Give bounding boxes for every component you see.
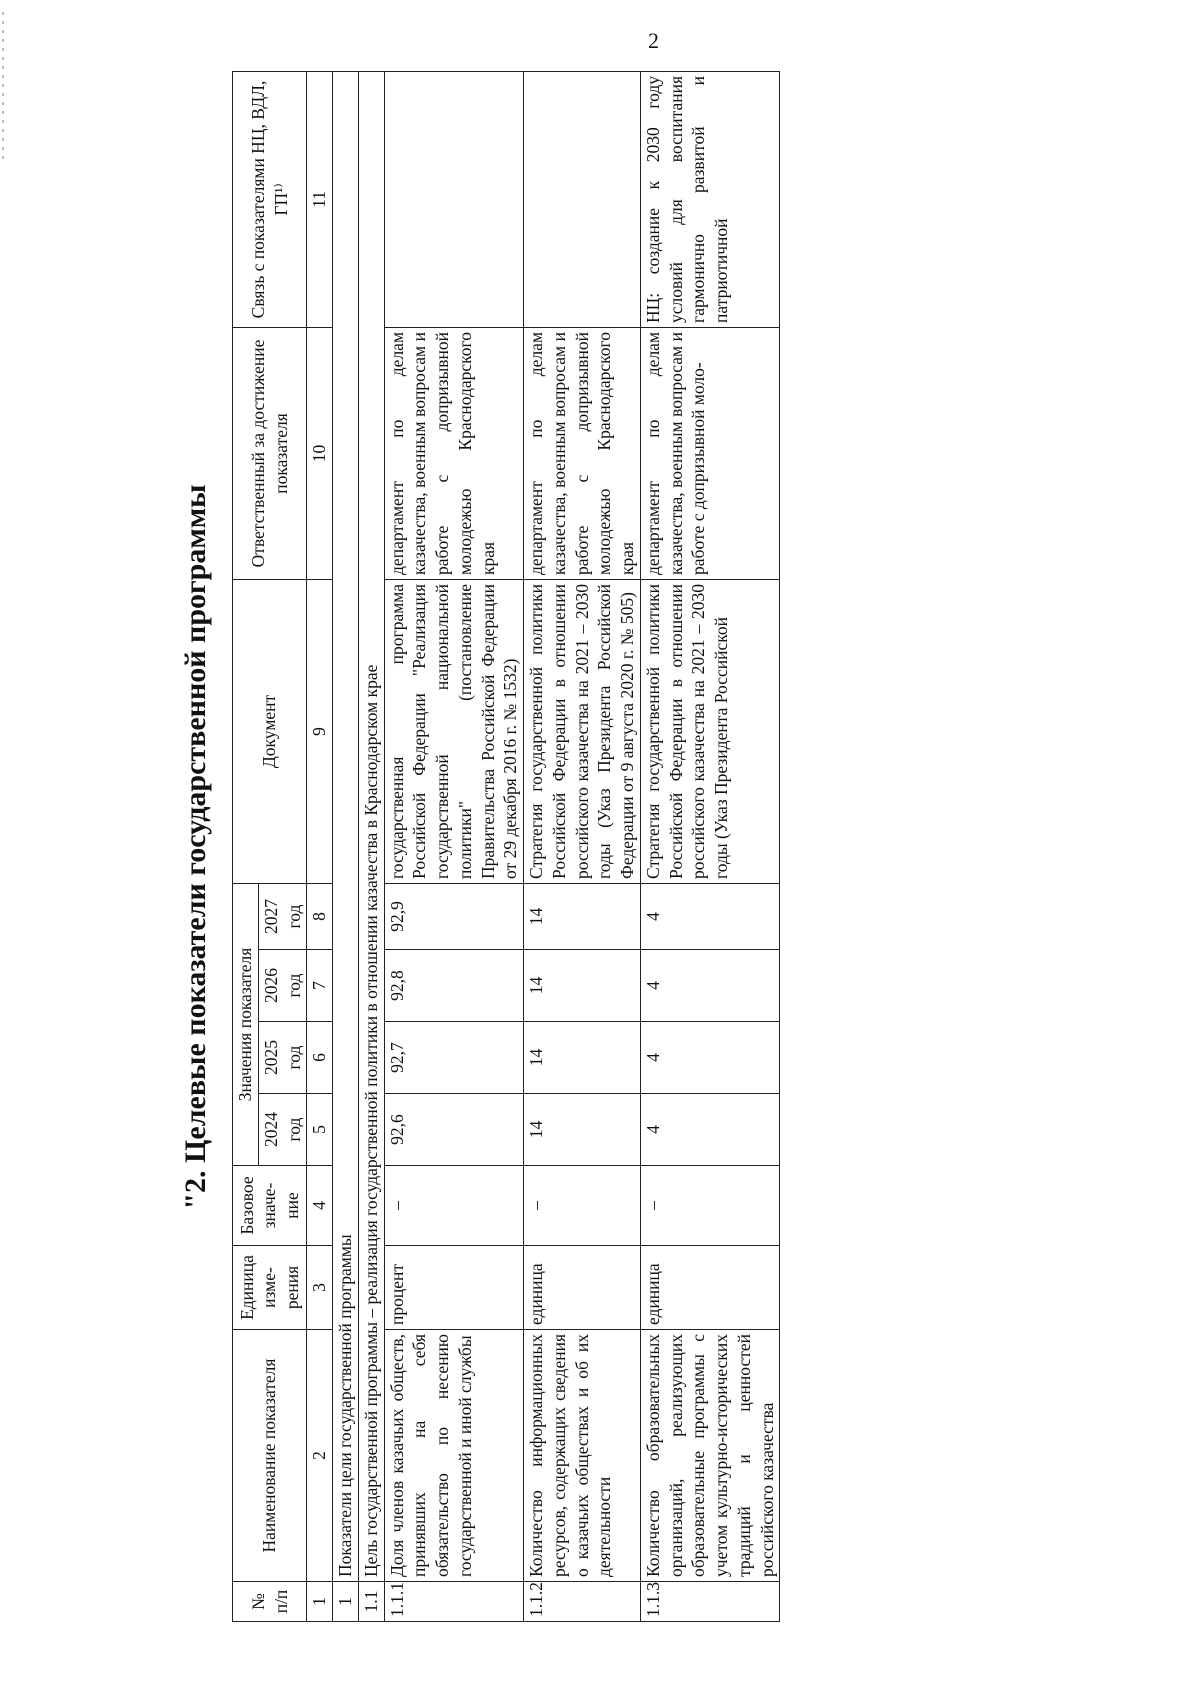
rotated-page-content: [168, 72, 1098, 1622]
header-2026: 2026 год: [258, 950, 307, 1022]
col-number: 4: [307, 1166, 333, 1246]
indicators-table: [232, 71, 780, 1622]
row-value-2026: 92,8: [384, 950, 524, 1022]
row-value-2025: 92,7: [384, 1022, 524, 1094]
row-unit: единица: [524, 1246, 641, 1330]
row-value-2027: 4: [640, 883, 780, 949]
col-number: 6: [307, 1022, 333, 1094]
col-number: 9: [307, 579, 333, 883]
goal-row: [358, 71, 384, 1621]
header-document: Документ: [233, 579, 307, 883]
header-base: Базовое значе-ние: [233, 1166, 307, 1246]
row-num: 1.1.3: [640, 1582, 780, 1622]
col-number: 11: [307, 71, 333, 327]
row-link: НЦ: создание к 2030 году условий для воспитания гармонично развитой и патриотичной: [640, 71, 780, 327]
column-numbers-row: [307, 71, 333, 1621]
table-row: [524, 71, 641, 1621]
row-indicator-name: Доля членов казачьих обществ, принявших на себя обязательство по несению государственной и иной службы: [384, 1330, 524, 1582]
goal-text: Цель государственной программы – реализация государственной политики в отношении казачества в Краснодарском крае: [358, 71, 384, 1581]
col-number: 5: [307, 1094, 333, 1166]
row-indicator-name: Количество образовательных организаций, реализующих образовательные программы с учетом культурно-исторических традиций и ценностей российского казачества: [640, 1330, 780, 1582]
row-responsible: департамент по делам казачества, военным вопросам и работе с допризывной молодежью Краснодарского края: [524, 327, 641, 579]
table-row: [640, 71, 780, 1621]
row-value-2026: 4: [640, 950, 780, 1022]
row-base: –: [640, 1166, 780, 1246]
col-number: 3: [307, 1246, 333, 1330]
row-value-2025: 14: [524, 1022, 641, 1094]
row-link: [524, 71, 641, 327]
header-num: № п/п: [233, 1582, 307, 1622]
row-responsible: департамент по делам казачества, военным вопросам и работе с допризывной молодежью Краснодарского края: [384, 327, 524, 579]
section-num: 1: [333, 1582, 359, 1622]
row-unit: процент: [384, 1246, 524, 1330]
col-number: 8: [307, 883, 333, 949]
row-responsible: департамент по делам казачества, военным вопросам и работе с допризывной моло-: [640, 327, 780, 579]
col-number: 1: [307, 1582, 333, 1622]
header-row: [233, 71, 259, 1621]
row-value-2024: 4: [640, 1094, 780, 1166]
row-value-2024: 92,6: [384, 1094, 524, 1166]
header-responsible: Ответственный за достижение показателя: [233, 327, 307, 579]
header-2025: 2025 год: [258, 1022, 307, 1094]
row-num: 1.1.1: [384, 1582, 524, 1622]
row-num: 1.1.2: [524, 1582, 641, 1622]
page-number: 2: [648, 28, 659, 53]
col-number: 7: [307, 950, 333, 1022]
header-name: Наименование показателя: [233, 1330, 307, 1582]
row-base: –: [384, 1166, 524, 1246]
goals-section-row: [333, 71, 359, 1621]
row-value-2025: 4: [640, 1022, 780, 1094]
col-number: 2: [307, 1330, 333, 1582]
row-value-2027: 14: [524, 883, 641, 949]
row-indicator-name: Количество информационных ресурсов, содержащих сведения о казачьих обществах и об их деятельности: [524, 1330, 641, 1582]
header-values: Значения показателя: [233, 883, 259, 1165]
header-unit: Единица изме-рения: [233, 1246, 307, 1330]
section-title: "2. Целевые показатели государственной программы: [179, 484, 212, 1210]
row-unit: единица: [640, 1246, 780, 1330]
goal-num: 1.1: [358, 1582, 384, 1622]
col-number: 10: [307, 327, 333, 579]
row-document: Стратегия государственной политики Российской Федерации в отношении российского казачества на 2021 – 2030 годы (Указ Президента Российской: [640, 579, 780, 883]
row-value-2026: 14: [524, 950, 641, 1022]
section-text: Показатели цели государственной программы: [333, 71, 359, 1581]
row-link: [384, 71, 524, 327]
header-2024: 2024 год: [258, 1094, 307, 1166]
header-link: Связь с показателями НЦ, ВДЛ, ГП¹⁾: [233, 71, 307, 327]
row-base: –: [524, 1166, 641, 1246]
row-value-2024: 14: [524, 1094, 641, 1166]
scan-edge-mark: [2, 12, 4, 162]
header-2027: 2027 год: [258, 883, 307, 949]
row-document: государственная программа Российской Федерации "Реализация государственной национальной политики" (постановление Правительства Российской Федерации от 29 декабря 2016 г. № 1532): [384, 579, 524, 883]
row-document: Стратегия государственной политики Российской Федерации в отношении российского казачества на 2021 – 2030 годы (Указ Президента Российской Федерации от 9 августа 2020 г. № 505): [524, 579, 641, 883]
table-row: [384, 71, 524, 1621]
row-value-2027: 92,9: [384, 883, 524, 949]
